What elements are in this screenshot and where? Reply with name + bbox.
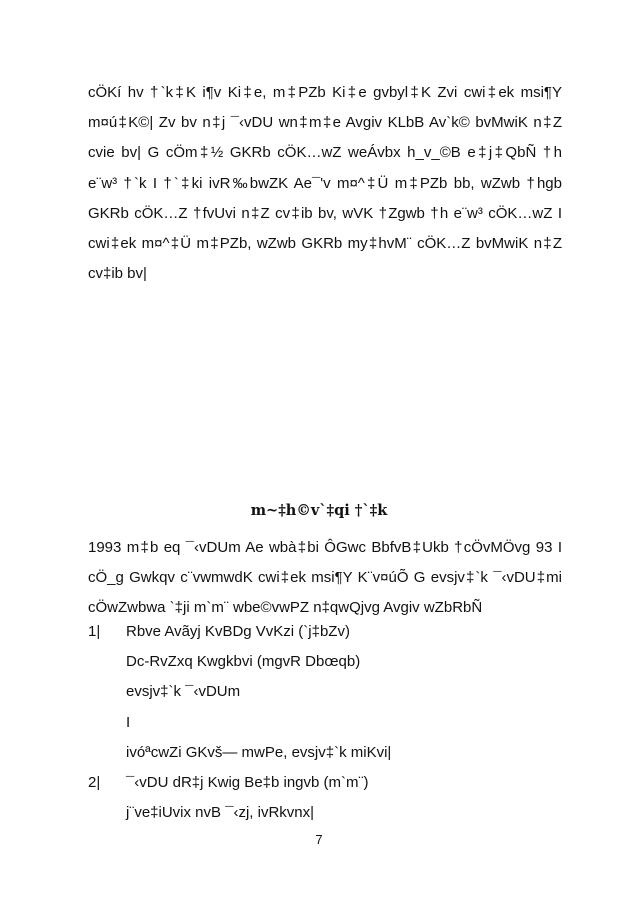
list-line: j¨ve‡iUvix nvB ¯‹zj, ivRkvnx|	[126, 804, 315, 822]
text-line: GKRb cÖK…Z †fvUvi n‡Z cv‡ib bv, wVK †Zgwb †h e¨w³ cÖK…wZ I	[88, 204, 562, 222]
list-number: 1|	[88, 623, 101, 640]
list-line: ivóªcwZi GKvš— mwPe, evsjv‡`k miKvi|	[126, 743, 392, 761]
text-line: cv‡ib bv|	[88, 265, 147, 283]
list-line: evsjv‡`k ¯‹vDUm	[126, 683, 241, 701]
text-line: cÖwZwbwa `‡ji m`m¨ wbe©vwPZ n‡qwQjvg Avgiv wZbRbÑ	[88, 599, 483, 617]
text-line: cÖKí hv †`k‡K i¶v Ki‡e, m‡PZb Ki‡e gvbyl‡K Zvi cwi‡ek msi¶Y	[88, 84, 562, 101]
list-item-text	[126, 617, 562, 768]
text-line: cwi‡ek m¤^‡Ü m‡PZb, wZwb GKRb my‡hvM¨ cÖK…Z bvMwiK n‡Z	[88, 235, 562, 253]
list-item	[88, 617, 562, 768]
list-line: I	[126, 713, 131, 731]
paragraph-environment	[88, 78, 562, 289]
text-line: cÖ_g Gwkqv c¨vwmwdK cwi‡ek msi¶Y K¨v¤úÕ G evsjv‡`k ¯‹vDU‡mi	[88, 569, 562, 587]
list-item	[88, 768, 562, 828]
list-line: Dc-RvZxq Kwgkbvi (mgvR Dbœqb)	[126, 653, 361, 671]
section-heading: m~‡h©v`‡qi †`‡k	[250, 502, 388, 519]
text-line: e¨w³ †`k I †`‡ki ivR‰bwZK Ae¯'v m¤^‡Ü m‡PZb bb, wZwb †hgb	[88, 174, 562, 192]
text-line: 1993 m‡b eq ¯‹vDUm Ae wbà‡bi ÔGwc BbfvB‡Ukb †cÖvMÖvg 93 I	[88, 539, 562, 556]
list-number: 2|	[88, 774, 101, 792]
text-line: m¤ú‡K©| Zv bv n‡j ¯‹vDU wn‡m‡e Avgiv KLbB Av`k© bvMwiK n‡Z	[88, 114, 562, 132]
text-line: cvie bv| G cÖm‡½ GKRb cÖK…wZ weÁvbx h_v_©B e‡j‡QbÑ †h	[88, 144, 562, 162]
paragraph-delegation	[88, 533, 562, 624]
list-line: Rbve Avãyj KvBDg VvKzi (`j‡bZv)	[126, 623, 350, 640]
member-list	[88, 617, 562, 828]
list-line: ¯‹vDU dR‡j Kwig Be‡b ingvb (m`m¨)	[126, 774, 369, 792]
list-item-text	[126, 768, 562, 828]
page-number: 7	[315, 832, 323, 847]
